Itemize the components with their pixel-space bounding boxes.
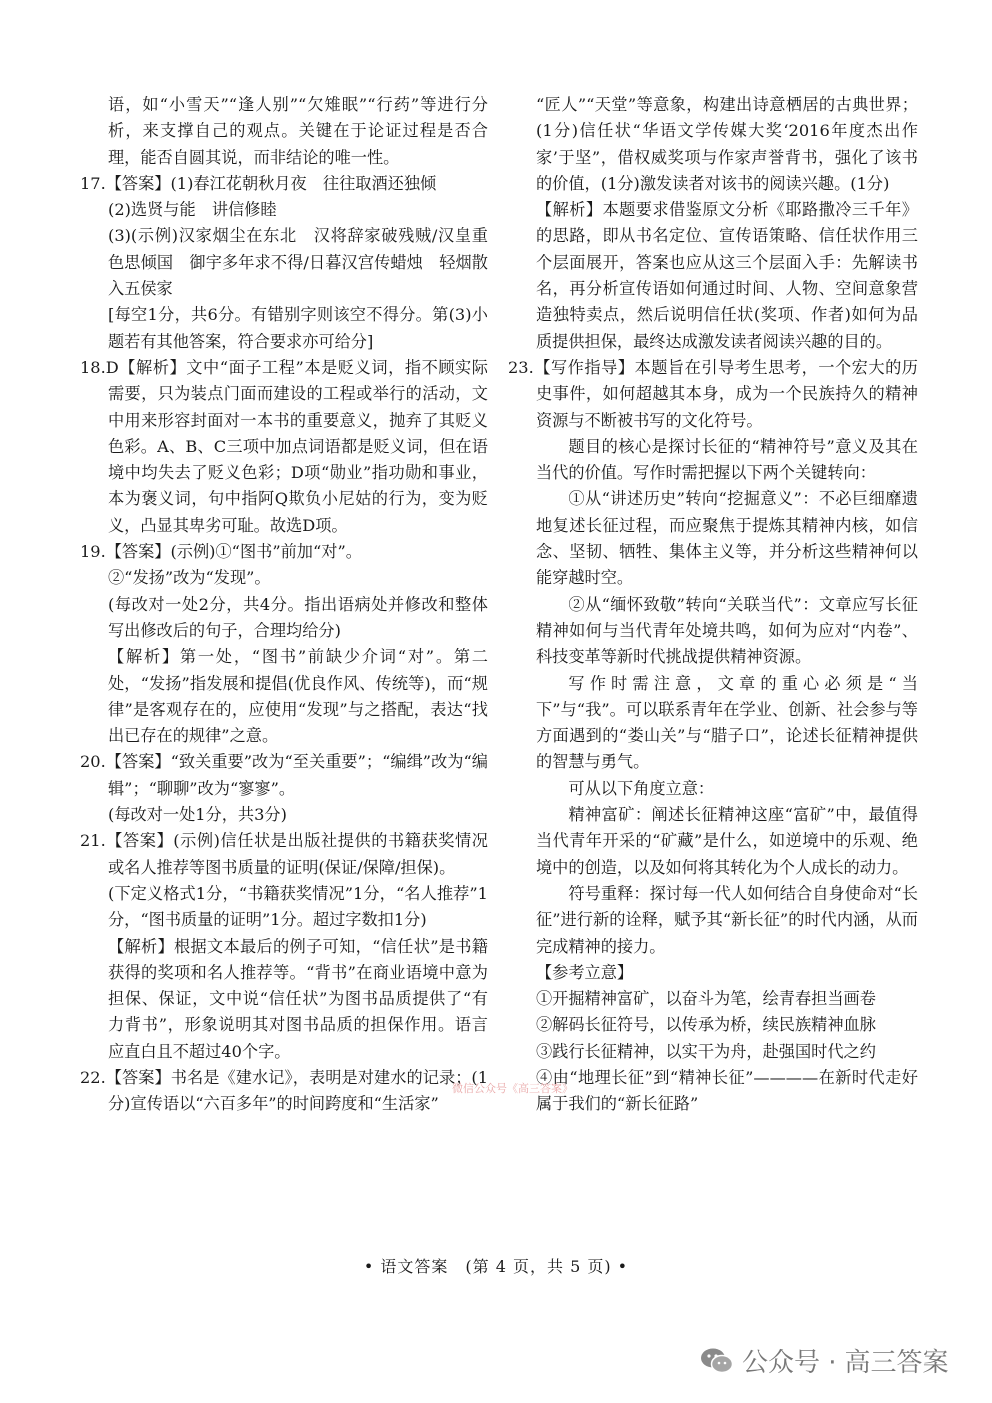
right-paragraph: 写作时需注意，文章的重心必须是“当下”与“我”。可以联系青年在学业、创新、社会参与等方面遇到的“娄山关”与“腊子口”，论述长征精神提供的智慧与勇气。 — [536, 673, 918, 772]
left-paragraph: 18.D【解析】文中“面子工程”本是贬义词，指不顾实际需要，只为装点门面而建设的工程或举行的活动，文中用来形容封面对一本书的重要意义，抛弃了其贬义色彩。A、B、C三项中加点词语都是贬义词，但在语境中均失去了贬义色彩；D项“勋业”指功勋和事业，本为褒义词，句中指阿Q欺负小尼姑的行为，变为贬义，凸显其卑劣可耻。故选D项。 — [80, 357, 488, 535]
left-paragraph: (2)选贤与能 讲信修睦 — [108, 200, 277, 220]
left-paragraph: 19.【答案】(示例)①“图书”前加“对”。 — [80, 542, 362, 562]
left-paragraph: (每改对一处1分，共3分) — [108, 805, 287, 825]
right-column — [508, 92, 918, 1118]
right-paragraph: 23.【写作指导】本题旨在引导考生思考，一个宏大的历史事件，如何超越其本身，成为一个民族持久的精神资源与不断被书写的文化符号。 — [508, 357, 918, 430]
right-paragraph: 精神富矿：阐述长征精神这座“富矿”中，最值得当代青年开采的“矿藏”是什么，如逆境中的乐观、绝境中的创造，以及如何将其转化为个人成长的动力。 — [536, 805, 918, 877]
right-paragraph: 【参考立意】 — [536, 962, 634, 982]
watermark-name: 高三答案 — [844, 1348, 949, 1378]
faint-watermark: 微信公众号《高三答案》 — [452, 1082, 573, 1095]
watermark-separator: 公众号 · — [742, 1348, 837, 1378]
left-paragraph: (每改对一处2分，共4分。指出语病处并修改和整体写出修改后的句子，合理均给分) — [108, 594, 488, 640]
left-paragraph: 语，如“小雪天”“逢人别”“欠雉眠”“行药”等进行分析，来支撑自己的观点。关键在于论证过程是否合理，能否自圆其说，而非结论的唯一性。 — [108, 95, 488, 167]
left-paragraph: 【解析】根据文本最后的例子可知，“信任状”是书籍获得的奖项和名人推荐等。“背书”在商业语境中意为担保、保证，文中说“信任状”为图书品质提供了“有力背书”，形象说明其对图书品质的担保作用。语言应直白且不超过40个字。 — [108, 936, 488, 1061]
right-paragraph: 符号重释：探讨每一代人如何结合自身使命对“长征”进行新的诠释，赋予其“新长征”的时代内涵，从而完成精神的接力。 — [536, 883, 918, 956]
left-paragraph: [每空1分，共6分。有错别字则该空不得分。第(3)小题若有其他答案，符合要求亦可给分] — [108, 305, 488, 351]
right-paragraph: 题目的核心是探讨长征的“精神符号”意义及其在当代的价值。写作时需把握以下两个关键转向： — [536, 436, 918, 483]
left-paragraph: (3)(示例)汉家烟尘在东北 汉将辞家破残贼/汉皇重色思倾国 御宇多年求不得/日暮汉宫传蜡烛 轻烟散入五侯家 — [108, 226, 488, 299]
right-paragraph: ③践行长征精神，以实干为舟，赴强国时代之约 — [536, 1041, 876, 1061]
right-paragraph: “匠人”“天堂”等意象，构建出诗意栖居的古典世界；(1分)信任状“华语文学传媒大奖‘2016年度杰出作家’于坚”，借权威奖项与作家声誉背书，强化了该书的价值，(1分)激发读者对该书的阅读兴趣。(1分) — [536, 95, 918, 193]
left-paragraph: (下定义格式1分，“书籍获奖情况”1分，“名人推荐”1分，“图书质量的证明”1分。超过字数扣1分) — [108, 883, 488, 930]
left-paragraph: 17.【答案】(1)春江花朝秋月夜 往往取酒还独倾 — [80, 173, 437, 193]
left-paragraph: 20.【答案】“致关重要”改为“至关重要”；“编缉”改为“编辑”；“聊聊”改为“寥寥”。 — [80, 752, 488, 798]
left-paragraph: 【解析】第一处，“图书”前缺少介词“对”。第二处，“发扬”指发展和提倡(优良作风、传统等)，而“规律”是客观存在的，应使用“发现”与之搭配，表达“找出已存在的规律”之意。 — [108, 647, 488, 746]
page-footer: • 语文答案 (第 4 页，共 5 页) • — [363, 1257, 629, 1276]
right-paragraph: 可从以下角度立意： — [568, 778, 715, 798]
right-paragraph: 【解析】本题要求借鉴原文分析《耶路撒冷三千年》的思路，即从书名定位、宣传语策略、信任状作用三个层面展开，答案也应从这三个层面入手：先解读书名，再分析宣传语如何通过时间、人物、空间意象营造独特卖点，然后说明信任状(奖项、作者)如何为品质提供担保，最终达成激发读者阅读兴趣的目的。 — [536, 200, 918, 351]
right-paragraph: ②解码长征符号，以传承为桥，续民族精神血脉 — [536, 1015, 876, 1035]
left-paragraph: 22.【答案】书名是《建水记》，表明是对建水的记录；(1分)宣传语以“六百多年”的时间跨度和“生活家” — [80, 1067, 488, 1114]
wechat-watermark — [700, 1342, 949, 1379]
left-column — [80, 92, 488, 1118]
left-paragraph: 21.【答案】(示例)信任状是出版社提供的书籍获奖情况或名人推荐等图书质量的证明(保证/保障/担保)。 — [80, 831, 488, 877]
right-paragraph: ①开掘精神富矿，以奋斗为笔，绘青春担当画卷 — [536, 989, 876, 1009]
wechat-icon — [700, 1347, 734, 1375]
left-paragraph: ②“发扬”改为“发现”。 — [108, 568, 271, 588]
right-paragraph: ②从“缅怀致敬”转向“关联当代”：文章应写长征精神如何与当代青年处境共鸣，如何为应对“内卷”、科技变革等新时代挑战提供精神资源。 — [536, 594, 918, 667]
right-paragraph: ④由“地理长征”到“精神长征”————在新时代走好属于我们的“新长征路” — [536, 1067, 918, 1114]
right-paragraph: ①从“讲述历史”转向“挖掘意义”：不必巨细靡遗地复述长征过程，而应聚焦于提炼其精神内核，如信念、坚韧、牺牲、集体主义等，并分析这些精神何以能穿越时空。 — [536, 489, 918, 588]
